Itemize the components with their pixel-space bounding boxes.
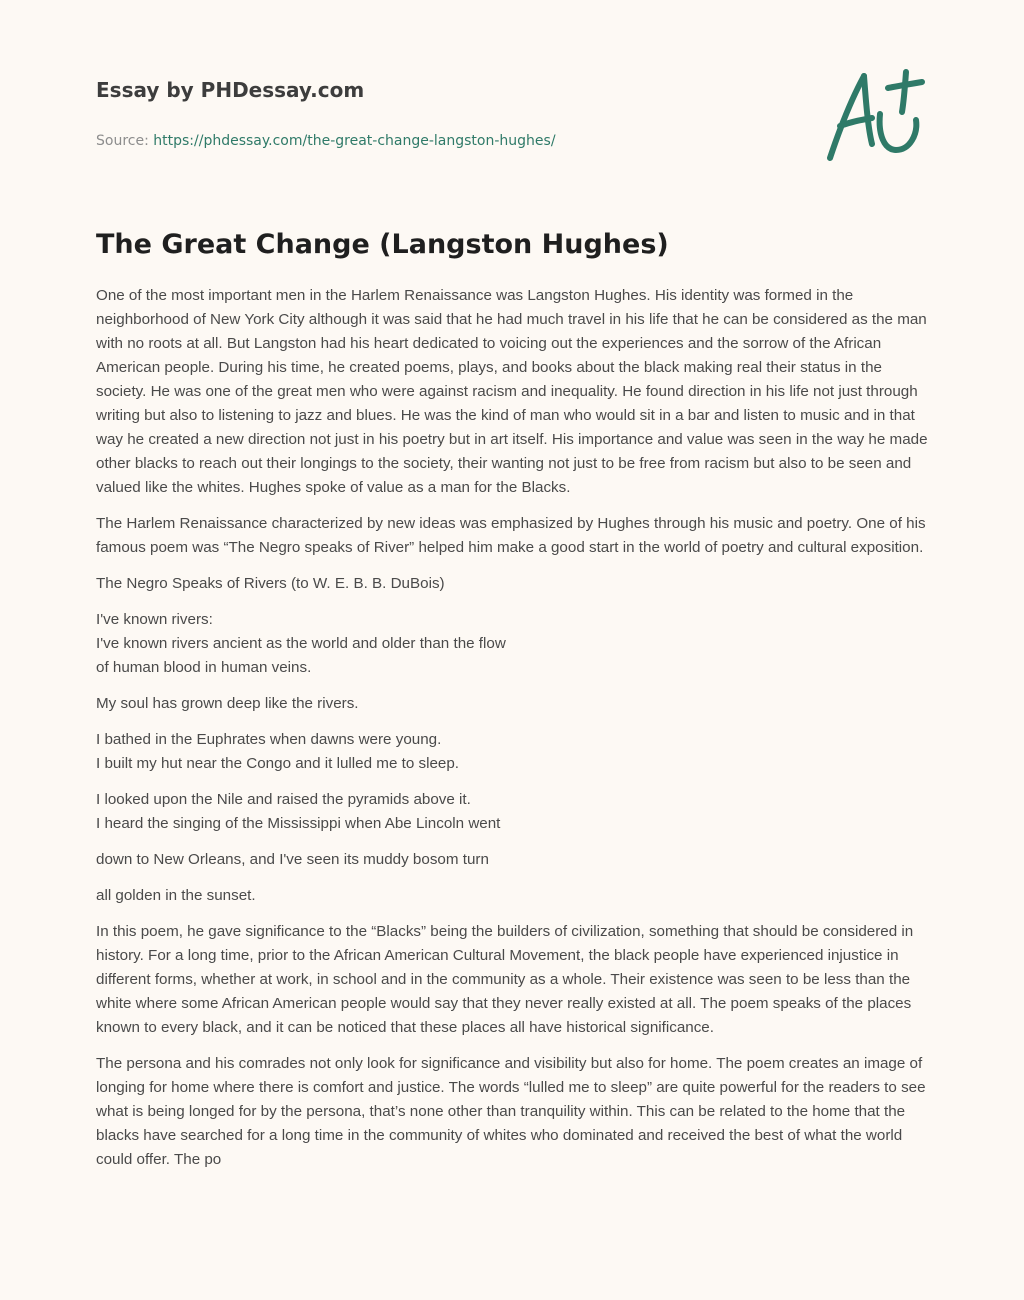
a-plus-logo-icon xyxy=(822,68,926,164)
essay-title: The Great Change (Langston Hughes) xyxy=(96,229,669,260)
paragraph: The persona and his comrades not only look for significance and visibility but also for home. The poem creates an image of longing for home where there is comfort and justice. The words “lulled me to sleep” are quite powerful for the readers to see what is being longed for by the persona, that’s none other than tranquility within. This can be related to the home that the blacks have searched for a long time in the community of whites who dominated and received the best of what the world could offer. The po xyxy=(96,1055,926,1168)
poem-line: I've known rivers ancient as the world and older than the flow xyxy=(96,635,506,652)
site-brand: Essay by PHDessay.com xyxy=(96,78,365,102)
poem-line: I heard the singing of the Mississippi when Abe Lincoln went xyxy=(96,815,501,832)
paragraph: The Harlem Renaissance characterized by new ideas was emphasized by Hughes through his music and poetry. One of his famous poem was “The Negro speaks of River” helped him make a good start in the world of poetry and cultural exposition. xyxy=(96,515,926,556)
paragraph: One of the most important men in the Harlem Renaissance was Langston Hughes. His identity was formed in the neighborhood of New York City although it was said that he had much travel in his life that he can be considered as the man with no roots at all. But Langston had his heart dedicated to voicing out the experiences and the sorrow of the African American people. During his time, he created poems, plays, and books about the black making real their status in the society. He was one of the great men who were against racism and inequality. He found direction in his life not just through writing but also to listening to jazz and blues. He was the kind of man who would sit in a bar and listen to music and in that way he created a new direction not just in his poetry but in art itself. His importance and value was seen in the way he made other blacks to reach out their longings to the society, their wanting not just to be free from racism but also to be seen and valued like the whites. Hughes spoke of value as a man for the Blacks. xyxy=(96,287,928,496)
paragraph: In this poem, he gave significance to the “Blacks” being the builders of civilization, something that should be considered in history. For a long time, prior to the African American Cultural Movement, the black people have experienced injustice in different forms, whether at work, in school and in the community as a whole. Their existence was seen to be less than the white where some African American people would say that they never really existed at all. The poem speaks of the places known to every black, and it can be noticed that these places all have historical significance. xyxy=(96,923,914,1036)
poem-stanza xyxy=(96,728,932,776)
poem-line: of human blood in human veins. xyxy=(96,659,312,676)
poem-line: all golden in the sunset. xyxy=(96,887,256,904)
essay-body xyxy=(96,284,932,1184)
source-line xyxy=(96,131,796,151)
poem-line: I've known rivers: xyxy=(96,611,213,628)
poem-line: I built my hut near the Congo and it lulled me to sleep. xyxy=(96,755,460,772)
poem-stanza xyxy=(96,608,932,680)
poem-stanza xyxy=(96,692,932,716)
poem-line: down to New Orleans, and I've seen its muddy bosom turn xyxy=(96,851,489,868)
poem-line: I bathed in the Euphrates when dawns were young. xyxy=(96,731,442,748)
page-header xyxy=(96,76,796,151)
source-link[interactable]: https://phdessay.com/the-great-change-langston-hughes/ xyxy=(153,133,556,149)
poem-stanza xyxy=(96,884,932,908)
source-label: Source: xyxy=(96,133,154,149)
poem-stanza xyxy=(96,788,932,836)
poem-line: I looked upon the Nile and raised the pyramids above it. xyxy=(96,791,471,808)
poem-heading: The Negro Speaks of Rivers (to W. E. B. B. DuBois) xyxy=(96,575,445,592)
poem-stanza xyxy=(96,848,932,872)
poem-line: My soul has grown deep like the rivers. xyxy=(96,695,359,712)
